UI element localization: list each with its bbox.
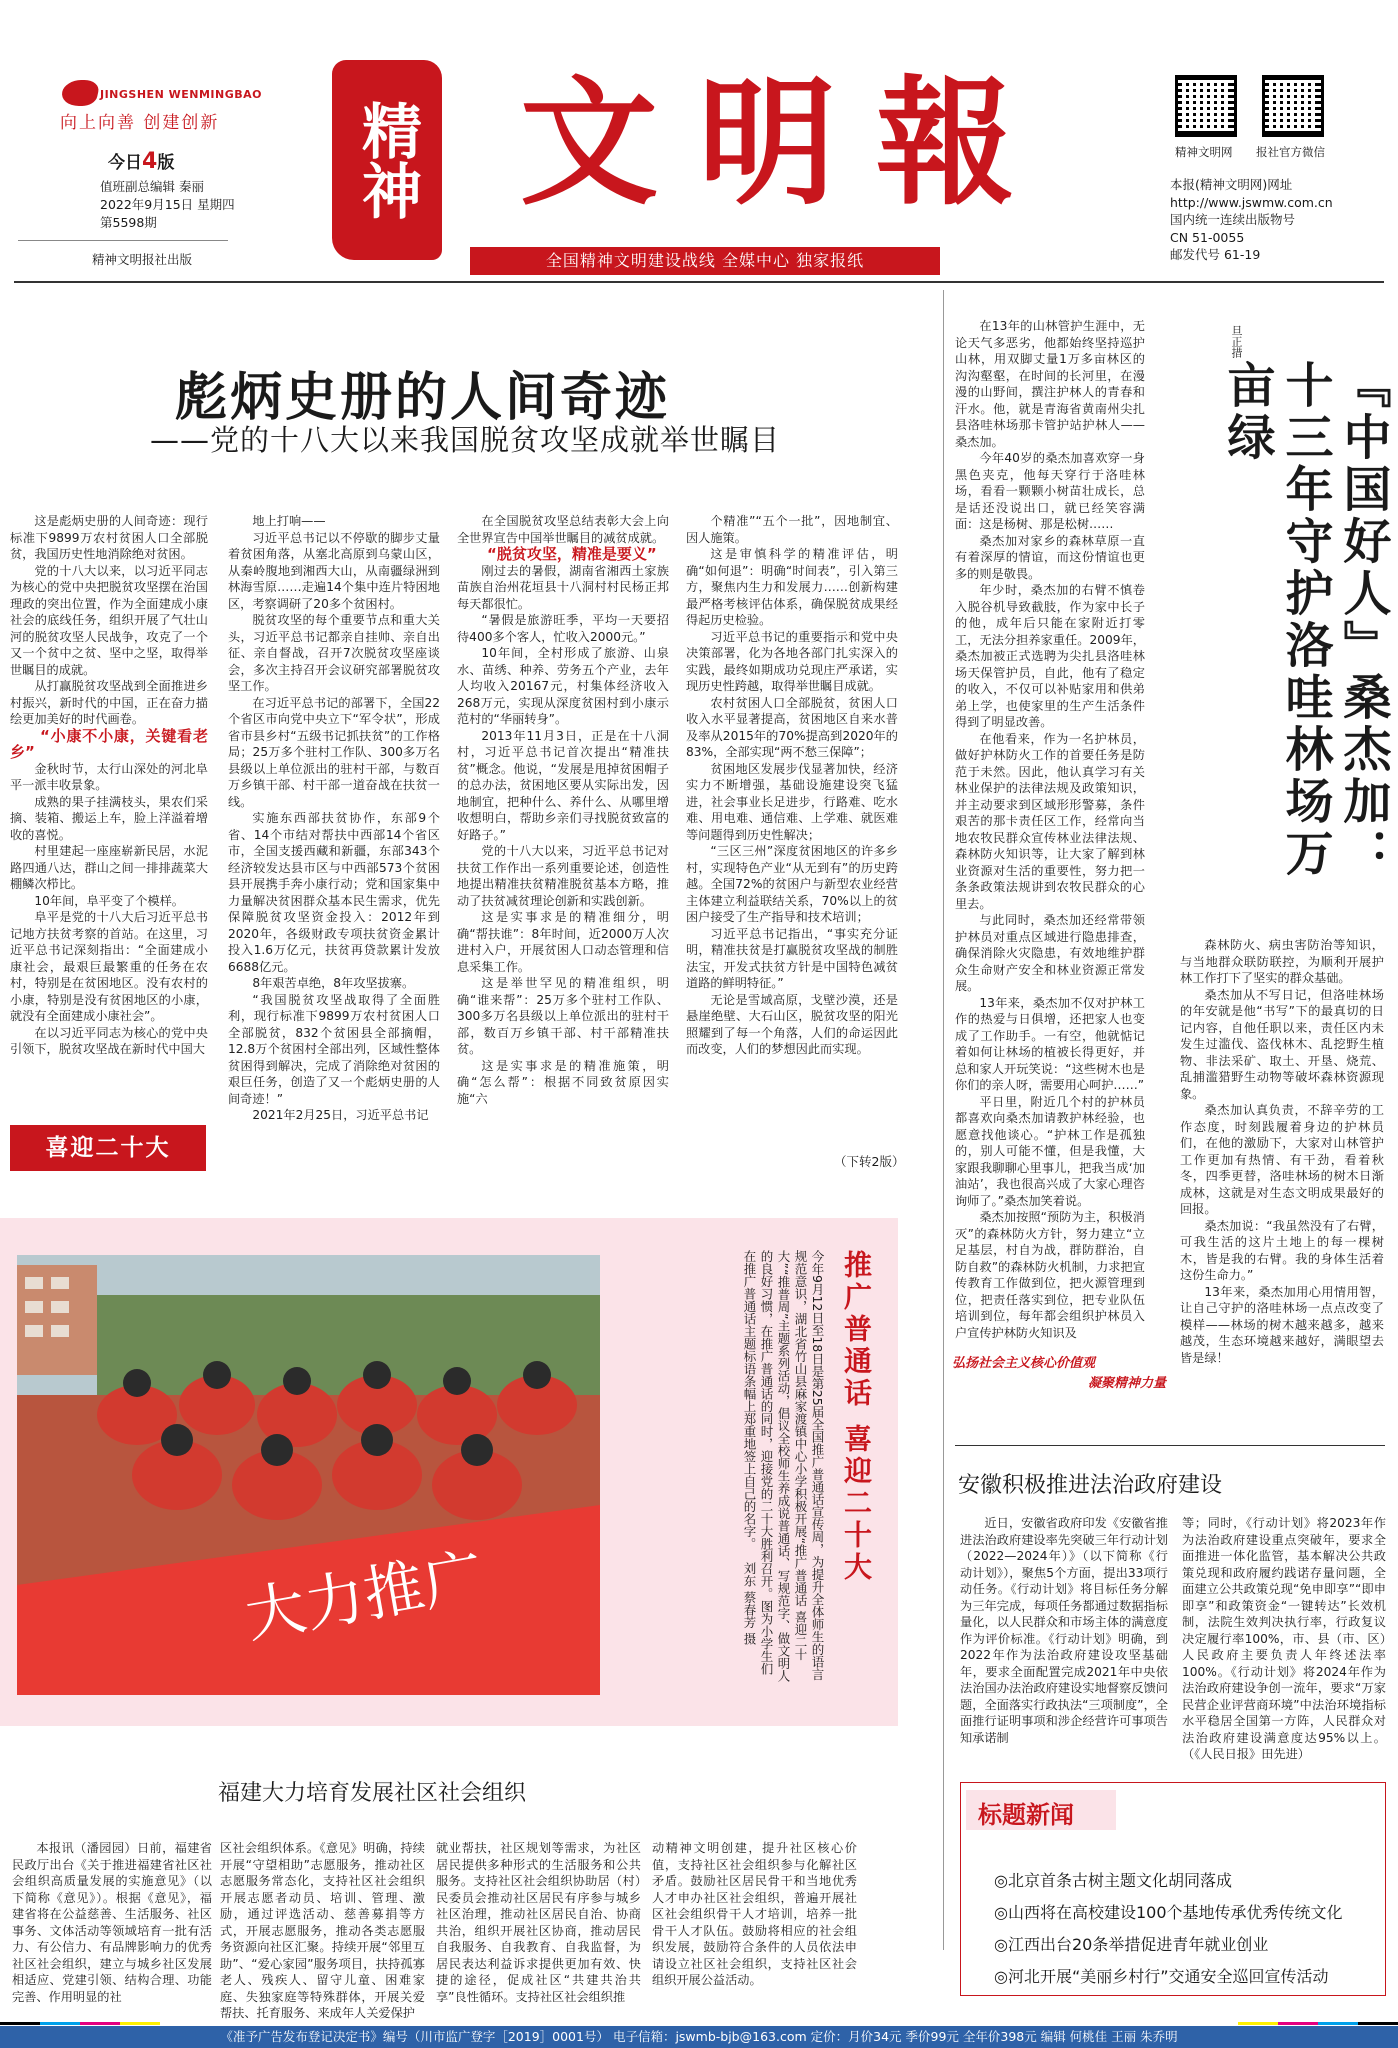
paragraph: 这是彪炳史册的人间奇迹：现行标准下9899万农村贫困人口全部脱贫，我国历史性地消除绝对贫困。 — [10, 514, 208, 561]
paragraph: 农村贫困人口全部脱贫，贫困人口收入水平显著提高，贫困地区自来水普及率从2015年的70%提高到2020年的83%，全部实现“两不愁三保障”； — [686, 695, 898, 759]
feature-column-1 — [955, 318, 1145, 1341]
info-line: CN 51-0055 — [1170, 229, 1245, 245]
paragraph: “我国脱贫攻坚战取得了全面胜利，现行标准下9899万农村贫困人口全部脱贫，832个贫困县全部摘帽，12.8万个贫困村全部出列，区域性整体贫困得到解决，完成了消除绝对贫困的艰巨任务，创造了又一个彪炳史册的人间奇迹！” — [228, 992, 440, 1106]
paragraph: 2021年2月25日，习近平总书记 — [252, 1108, 429, 1122]
paragraph: 今年40岁的桑杰加喜欢穿一身黑色夹克，他每天穿行于洛哇林场，看看一颗颗小树苗壮成长，总是话还没说出口，就已经笑容满面：这是杨树、那是松树…… — [955, 451, 1145, 531]
anhui-headline: 安徽积极推进法治政府建设 — [958, 1473, 1223, 1498]
duty-editor: 值班副总编辑 秦丽 — [100, 179, 204, 194]
qr-code-icon[interactable] — [1262, 75, 1324, 137]
welcome-congress-badge: 喜迎二十大 — [10, 1125, 206, 1171]
paragraph: 无论是雪域高原，戈壁沙漠，还是悬崖绝壁、大石山区，脱贫攻坚的阳光照耀到了每一个角落，人们的命运因此而改变，人们的梦想因此而实现。 — [686, 992, 898, 1056]
students-signing-photo — [17, 1255, 600, 1695]
qr1-label: 精神文明网 — [1175, 145, 1233, 159]
fujian-headline: 福建大力培育发展社区社会组织 — [218, 1781, 527, 1806]
paragraph: 这是实事求是的精准细分，明确“帮扶谁”：8年时间，近2000万人次进村入户，开展贫困人口动态管理和信息采集工作。 — [457, 910, 669, 974]
paragraph: 近日，安徽省政府印发《安徽省推进法治政府建设率先突破三年行动计划（2022—2024年）》（以下简称《行动计划》），聚焦5个方面，提出33项行动任务。《行动计划》将目标任务分解为三年完成，每项任务都通过数据指标量化，以人民群众和市场主体的满意度作为评价标准。《行动计划》明确，到2022年作为法治政府建设攻坚基础年，要求全面配置完成2021年中央依法治国办法治政府建设实地督察反馈问题，全面落实行政执法“三项制度”，全面推行证明事项和涉企经营许可事项告知承诺制 — [960, 1516, 1168, 1745]
feature-author: 旦正措 — [1230, 325, 1243, 358]
photo-feature-headline: 推广普通话 喜迎二十大 — [840, 1250, 873, 1584]
paragraph: 这是审慎科学的精准评估，明确“如何退”：明确“时间表”，引入第三方，聚焦内生力和发展力……创新构建最严格考核评估体系，确保脱贫成果经得起历史检验。 — [686, 547, 898, 627]
paragraph: 与此同时，桑杰加还经常带领护林员对重点区域进行隐患排查，确保消除火灾隐患，有效地维护群众生命财产安全和林业资源正常发展。 — [955, 913, 1145, 993]
paragraph: 习近平总书记的重要指示和党中央决策部署，化为各地各部门扎实深入的实践，最终如期成功兑现庄严承诺，实现历史性跨越，取得举世瞩目成就。 — [686, 629, 898, 693]
logo-english-name: JINGSHEN WENMINGBAO — [100, 88, 262, 101]
paragraph: 贫困地区发展步伐显著加快，经济实力不断增强，基础设施建设突飞猛进，社会事业长足进步，行路难、吃水难、用电难、通信难、上学难、就医难等问题得到历史性解决； — [686, 761, 898, 842]
qr-code-icon[interactable] — [1175, 75, 1237, 137]
paragraph: 村里建起一座座崭新民居，水泥路四通八达，群山之间一排排蔬菜大棚鳞次栉比。 — [10, 844, 208, 891]
paragraph: 阜平是党的十八大后习近平总书记地方扶贫考察的首站。在这里，习近平总书记深刻指出：“全面建成小康社会，最艰巨最繁重的任务在农村，特别是在贫困地区。没有农村的小康，特别是没有贫困地区的小康，就没有全面建成小康社会”。 — [10, 910, 208, 1023]
paragraph: 在以习近平同志为核心的党中央引领下，脱贫攻坚战在新时代中国大 — [10, 1025, 208, 1056]
paragraph: 10年间，阜平变了个模样。 — [34, 893, 184, 908]
divider — [955, 1445, 1385, 1446]
edition-prefix: 今日 — [108, 153, 142, 173]
paragraph: 13年来，桑杰加不仅对护林工作的热爱与日俱增，还把家人也变成了工作助手。一有空，他就惦记着如何让林场的植被长得更好，并总和家人开玩笑说：“这些树木也是你们的亲人呀，需要用心呵护……” — [955, 995, 1145, 1092]
fujian-column-3 — [436, 1840, 641, 2005]
lead-subheadline: ——党的十八大以来我国脱贫攻坚成就举世瞩目 — [150, 423, 781, 457]
lead-column-4 — [686, 513, 898, 1058]
lead-headline: 彪炳史册的人间奇迹 — [175, 367, 671, 428]
anhui-column-1 — [960, 1515, 1168, 1746]
paragraph: 10年间，全村形成了旅游、山泉水、苗绣、种养、劳务五个产业，去年人均收入20167元，村集体经济收入268万元，实现从深度贫困村到小康示范村的“华丽转身”。 — [457, 646, 669, 726]
paragraph: 平日里，附近几个村的护林员都喜欢向桑杰加请教护林经验，也愿意找他谈心。“护林工作是孤独的，别人可能不懂，但是我懂，大家跟我聊聊心里事儿，把我当成‘加油站’，我也很高兴成了大家心理咨询师了。”桑杰加笑着说。 — [955, 1094, 1145, 1208]
paragraph: 动精神文明创建，提升社区核心价值，支持社区社会组织参与化解社区矛盾。鼓励社区居民骨干和当地优秀人才申办社区社会组织，普遍开展社区社会组织骨干人才培训，培养一批骨干人才队伍。鼓励将相应的社会组织发展，鼓励符合条件的人员依法申请设立社区社会组织，支持社区社会组织开展公益活动。 — [652, 1841, 857, 1987]
color-registration-strip — [0, 2022, 1398, 2025]
paragraph: 8年艰苦卓绝，8年攻坚拔寨。 — [252, 976, 415, 990]
paragraph: 成熟的果子挂满枝头，果农们采摘、装箱、搬运上车，脸上洋溢着增收的喜悦。 — [10, 794, 208, 842]
newspaper-title: 文明報 — [520, 61, 1055, 224]
info-line: 邮发代号 61-19 — [1170, 247, 1261, 262]
masthead-banner: 全国精神文明建设战线 全媒中心 独家报纸 — [470, 247, 940, 275]
continued-note[interactable]: （下转2版） — [834, 1154, 905, 1169]
newspaper-logo-icon — [59, 80, 101, 106]
masthead-divider — [14, 281, 1384, 283]
publication-info — [1170, 176, 1333, 264]
paragraph: 金秋时节，太行山深处的河北阜平一派丰收景象。 — [10, 761, 208, 792]
divider — [18, 240, 228, 241]
edition-number: 4 — [142, 149, 158, 174]
edition-suffix: 版 — [157, 153, 175, 173]
paragraph: “暑假是旅游旺季，平均一天要招待400多个客人，忙收入2000元。” — [457, 613, 669, 644]
paragraph: 就业帮扶，社区规划等需求，为社区居民提供多种形式的生活服务和公共服务。支持社区社会组织协助居（村）民委员会推动社区居民有序参与城乡社区治理，推动社区居民自治、协商共治，组织开展社区协商，推动居民自我服务、自我教育、自我监督，为居民表达利益诉求提供更加有效、快捷的途径，促成社区“共建共治共享”良性循环。支持社区社会组织推 — [436, 1841, 641, 2004]
paragraph: 党的十八大以来，以习近平同志为核心的党中央把脱贫攻坚摆在治国理政的突出位置，作为全面建成小康社会的底线任务，组织开展了气壮山河的脱贫攻坚人民战争，攻克了一个又一个贫中之贫、坚中之坚，取得举世瞩目的成就。 — [10, 563, 208, 677]
seal-logo: 精神 — [332, 60, 442, 260]
paragraph: 在习近平总书记的部署下，全国22个省区市向党中央立下“军令状”，形成省市县乡村“五级书记抓扶贫”的工作格局；25万多个驻村工作队、300多万名县级以上单位派出的驻村干部，与数百万乡镇干部、村干部一道奋战在扶贫一线。 — [228, 695, 440, 809]
paragraph: 2013年11月3日，正是在十八洞村，习近平总书记首次提出“精准扶贫”概念。他说，“发展是甩掉贫困帽子的总办法，贫困地区要从实际出发，因地制宜，把种什么、养什么、从哪里增收想明白，帮助乡亲们寻找脱贫致富的好路子。” — [457, 728, 669, 842]
paragraph: 从打赢脱贫攻坚战到全面推进乡村振兴，新时代的中国，正在奋力描绘更加美好的时代画卷。 — [10, 679, 208, 726]
lead-column-2 — [228, 513, 440, 1124]
paragraph: 桑杰加对家乡的森林草原一直有着深厚的情谊，而这份情谊也更多的则是敬畏。 — [955, 533, 1145, 581]
lead-column-1 — [10, 513, 208, 1058]
fujian-column-4 — [652, 1840, 857, 1989]
feature-headline: 『中国好人』桑杰加：十三年守护洛哇林场万亩绿 — [1219, 360, 1391, 880]
fujian-column-2 — [220, 1840, 425, 2022]
footer-bar: 《准予广告发布登记决定书》编号（川市监广登字［2019］0001号） 电子信箱：jswmb-bjb@163.com 定价：月价34元 季价99元 全年价398元 编辑 何桃佳 王丽 朱乔明 — [0, 2026, 1398, 2048]
photo-credit: 刘东 蔡春芳 摄 — [742, 1561, 757, 1645]
banner-slogan: 大力推广 — [240, 1541, 489, 1652]
paragraph: 党的十八大以来，习近平总书记对扶贫工作作出一系列重要论述，创造性地提出精准扶贫精准脱贫基本方略，推动了扶贫减贫理论创新和实践创新。 — [457, 844, 669, 908]
spirit-stamp: 凝聚精神力量 — [1088, 1376, 1167, 1391]
paragraph: 习近平总书记指出，“事实充分证明，精准扶贫是打赢脱贫攻坚战的制胜法宝，开发式扶贫方针是中国特色减贫道路的鲜明特征。” — [686, 926, 898, 990]
paragraph: “三区三州”深度贫困地区的许多乡村，实现特色产业“从无到有”的历史跨越。全国72%的贫困户与新型农业经营主体建立利益联结关系，70%以上的贫困户接受了生产指导和技术培训； — [686, 844, 898, 924]
paragraph: 年少时，桑杰加的右臂不慎卷入脱谷机导致截肢，作为家中长子的他，成年后只能在家附近打零工，无法分担养家重任。2009年，桑杰加被正式选聘为尖扎县洛哇林场天保管护员，自此，他有了稳定的收入，不仅可以补贴家用和供弟弟上学，也使家里的生产生活条件得到了明显改善。 — [955, 583, 1145, 729]
paragraph: 森林防火、病虫害防治等知识，与当地群众联防联控，为顺利开展护林工作打下了坚实的群众基础。 — [1180, 938, 1384, 985]
brief-news-item[interactable]: ◎江西出台20条举措促进青年就业创业 — [994, 1935, 1269, 1954]
paragraph: 这是举世罕见的精准组织，明确“谁来帮”：25万多个驻村工作队、300多万名县级以上单位派出的驻村干部，数百万乡镇干部、村干部精准扶贫。 — [457, 976, 669, 1056]
qr2-label: 报社官方微信 — [1256, 145, 1325, 159]
info-line: 国内统一连续出版物号 — [1170, 212, 1296, 227]
paragraph: 桑杰加从不写日记，但洛哇林场的年安就是他“书写”下的最真切的日记内容，自他任职以来，责任区内未发生过滥伐、盗伐林木、乱挖野生植物、非法采矿、取土、开垦、烧荒、乱捕滥猎野生动物等破坏森林资源现象。 — [1180, 987, 1384, 1101]
photo-caption — [612, 1250, 826, 1682]
edition-count — [108, 148, 174, 174]
brief-news-item[interactable]: ◎河北开展“美丽乡村行”交通安全巡回宣传活动 — [994, 1967, 1329, 1986]
brief-news-title: 标题新闻 — [978, 1800, 1074, 1829]
paragraph: 13年来，桑杰加用心用情用智，让自己守护的洛哇林场一点点改变了模样——林场的树木越来越多，越来越茂，生态环境越来越好，满眼望去皆是绿！ — [1180, 1284, 1384, 1365]
feature-column-2 — [1180, 937, 1384, 1366]
paragraph: 桑杰加认真负责，不辞辛劳的工作态度，时刻践履着身边的护林员们，在他的激励下，大家对山林管护工作更加有热情、有干劲，看着秋冬，四季更替，洛哇林场的树木日渐成林，这就是对生态文明成果最好的回报。 — [1180, 1103, 1384, 1216]
paragraph: 区社会组织体系。《意见》明确，持续开展“守望相助”志愿服务，推动社区志愿服务常态化，支持社区社会组织开展志愿者动员、培训、管理、激励，通过评选活动、慈善募捐等方式，开展志愿服务，推动各类志愿服务资源向社区汇聚。持续开展“邻里互助”、“爱心家园”服务项目，扶持孤寡老人、残疾人、留守儿童、困难家庭、失独家庭等特殊群体，开展关爱帮扶、托育服务、来成年人关爱保护 — [220, 1841, 425, 2020]
paragraph: 地上打响—— — [252, 514, 326, 528]
slogan: 向上向善 创建创新 — [60, 113, 220, 133]
paragraph: 在他看来，作为一名护林员，做好护林防火工作的首要任务是防范于未然。因此，他认真学习有关林业保护的法律法规及政策知识，并主动要求到区域形形警募，条件艰苦的那卡责任区工作，经常向当地农牧民群众宣传林业法律法规、森林防火知识等，让大家了解到林业资源对生活的重要性，努力把一条条政策法规讲到农牧民群众的心里去。 — [955, 731, 1145, 911]
paragraph: 实施东西部扶贫协作，东部9个省、14个市结对帮扶中西部14个省区市，全国支援西藏和新疆，东部343个经济较发达县市区与中西部573个贫困县开展携手奔小康行动；党和国家集中力量解决贫困群众基本民生需求，优先保障脱贫攻坚资金投入：2012年到2020年，各级财政专项扶贫资金累计投入1.6万亿元，扶贫再贷款累计发放6688亿元。 — [228, 811, 440, 974]
paragraph: 桑杰加按照“预防为主，积极消灭”的森林防火方针，努力建立“立足基层，村自为战，群防群治，自防自救”的森林防火机制，力求把宣传教育工作做到位，把火源管理到位，把责任落实到位，把专业队伍培训到位，每年都会组织护林员入户宣传护林防火知识及 — [955, 1210, 1145, 1340]
issue-date: 2022年9月15日 星期四 — [100, 197, 235, 212]
values-stamp: 弘扬社会主义核心价值观 — [952, 1356, 1096, 1371]
publisher: 精神文明报社出版 — [92, 252, 193, 267]
info-line: 本报(精神文明网)网址 — [1170, 177, 1293, 192]
paragraph: 个精准”“五个一批”，因地制宜、因人施策。 — [686, 514, 898, 545]
column-divider — [943, 290, 944, 1950]
section-heading: “脱贫攻坚，精准是要义” — [487, 545, 657, 563]
paragraph: 桑杰加说：“我虽然没有了右臂，可我生活的这片土地上的每一棵树木，皆是我的右臂。我的身体生活着这份生命力。” — [1180, 1218, 1384, 1282]
paragraph: 脱贫攻坚的每个重要节点和重大关头，习近平总书记都亲自挂帅、亲自出征、亲自督战，召开7次脱贫攻坚座谈会，多次主持召开会议研究部署脱贫攻坚工作。 — [228, 613, 440, 693]
brief-news-item[interactable]: ◎北京首条古树主题文化胡同落成 — [994, 1871, 1232, 1890]
fujian-column-1 — [12, 1840, 212, 2005]
section-heading: “小康不小康，关键看老乡” — [10, 726, 208, 761]
paragraph: 等；同时，《行动计划》将2023年作为法治政府建设重点突破年，要求全面推进一体化监管，基本解决公共政策兑现和政府履约践诺存量问题，全面建立公共政策兑现“免申即享”“即申即享”和政策资金“一键转达”长效机制，法院生效判决执行率，行政复议决定履行率100%，市、县（市、区）人民政府主要负责人年终述法率100%。《行动计划》将2024年作为法治政府建设争创一流年，要求“万家民营企业评营商环境”中法治环境指标水平稳居全国第一方阵，人民群众对法治政府建设满意度达95%以上。（《人民日报》田先进） — [1182, 1516, 1386, 1761]
photo-illustration — [17, 1255, 600, 1695]
website-link[interactable]: http://www.jswmw.com.cn — [1170, 194, 1333, 210]
issue-meta — [100, 178, 235, 232]
brief-news-item[interactable]: ◎山西将在高校建设100个基地传承优秀传统文化 — [994, 1903, 1343, 1922]
paragraph: 习近平总书记以不停歇的脚步丈量着贫困角落，从塞北高原到乌蒙山区，从秦岭腹地到湘西大山，从南疆绿洲到林海雪原……走遍14个集中连片特困地区，考察调研了20多个贫困村。 — [228, 530, 440, 611]
paragraph: 刚过去的暑假，湖南省湘西土家族苗族自治州花垣县十八洞村村民杨正邦每天都很忙。 — [457, 563, 669, 611]
paragraph: 本报讯（潘园园）日前，福建省民政厅出台《关于推进福建省社区社会组织高质量发展的实施意见》（以下简称《意见》）。根据《意见》，福建省将在公益慈善、生活服务、社区事务、文体活动等领域培育一批有活力、有公信力、有品牌影响力的优秀社区社会组织，建立与城乡社区发展相适应、党建引领、结构合理、功能完善、作用明显的社 — [12, 1841, 212, 2004]
issue-number: 第5598期 — [100, 215, 157, 230]
paragraph: 这是实事求是的精准施策，明确“怎么帮”：根据不同致贫原因实施“六 — [457, 1058, 669, 1106]
paragraph: 在13年的山林管护生涯中，无论天气多恶劣，他都始终坚持巡护山林，用双脚丈量1万多亩林区的沟沟壑壑，在时间的长河里，在漫漫的山野间，撰注护林人的青春和汗水。他，就是青海省黄南州尖扎县洛哇林场那卡管护站护林人——桑杰加。 — [955, 319, 1145, 449]
caption-text: 今年9月12日至18日是第25届全国推广普通话宣传周，为提升全体师生的语言规范意识，湖北省竹山县麻家渡镇中心小学积极开展“推广普通话 喜迎二十大”“推普周”主题系列活动，倡议全校师生养成说普通话、写规范字、做文明人的良好习惯，在推广普通话的同时，迎接党的二十大胜利召开。图为小学生们在推广普通话主题标语条幅上郑重地签上自己的名字。 — [742, 1250, 825, 1682]
lead-column-3 — [457, 513, 669, 1107]
anhui-column-2 — [1182, 1515, 1386, 1763]
paragraph: 在全国脱贫攻坚总结表彰大会上向全世界宣告中国举世瞩目的减贫成就。 — [457, 514, 669, 545]
